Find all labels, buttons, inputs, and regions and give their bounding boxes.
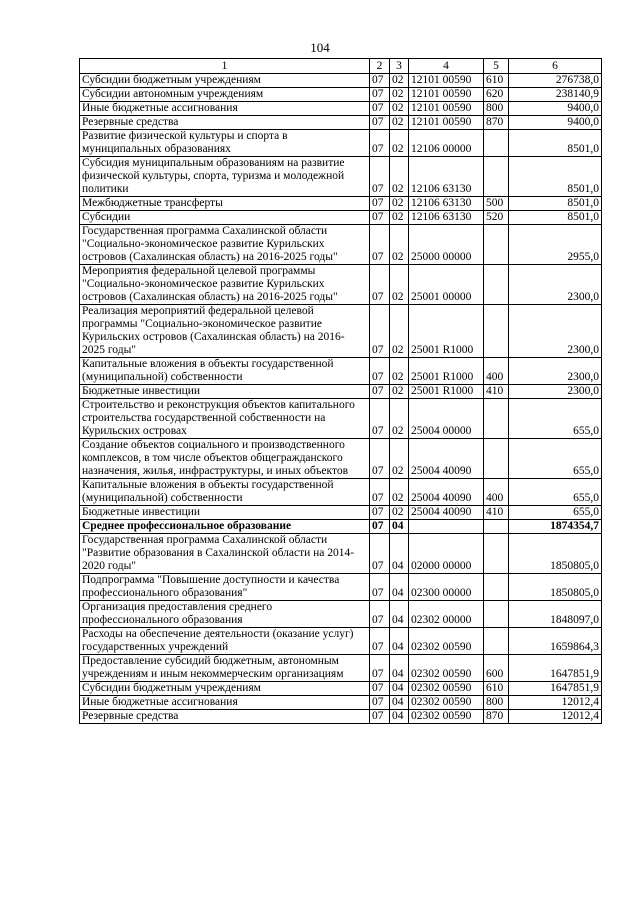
row-subsection-cell: 02	[390, 479, 409, 506]
row-expense-type-cell: 400	[484, 479, 509, 506]
row-expense-type-cell	[484, 265, 509, 305]
row-section-cell: 07	[370, 682, 390, 696]
row-subsection-cell: 02	[390, 157, 409, 197]
row-subsection-cell: 04	[390, 682, 409, 696]
table-row	[80, 520, 602, 534]
row-subsection-cell: 04	[390, 574, 409, 601]
row-subsection-cell: 04	[390, 710, 409, 724]
row-target-code-cell: 25000 00000	[409, 225, 484, 265]
row-expense-type-cell: 410	[484, 385, 509, 399]
row-section-cell: 07	[370, 130, 390, 157]
row-subsection-cell: 04	[390, 534, 409, 574]
row-amount-cell: 655,0	[509, 479, 602, 506]
row-target-code-cell: 12106 00000	[409, 130, 484, 157]
table-row	[80, 305, 602, 358]
row-subsection-cell: 02	[390, 385, 409, 399]
row-target-code-cell: 02302 00590	[409, 696, 484, 710]
row-subsection-cell: 02	[390, 74, 409, 88]
row-amount-cell: 8501,0	[509, 130, 602, 157]
row-target-code-cell: 25001 R1000	[409, 358, 484, 385]
row-name-cell: Государственная программа Сахалинской области "Развитие образования в Сахалинской области на 2014-2020 годы"	[80, 534, 370, 574]
row-expense-type-cell: 610	[484, 74, 509, 88]
row-name-cell: Создание объектов социального и производственного комплексов, в том числе объектов общегражданского назначения, жилья, инфраструктуры, и иных объектов	[80, 439, 370, 479]
row-expense-type-cell	[484, 520, 509, 534]
row-subsection-cell: 02	[390, 265, 409, 305]
table-row	[80, 74, 602, 88]
table-row	[80, 479, 602, 506]
row-name-cell: Бюджетные инвестиции	[80, 506, 370, 520]
row-target-code-cell: 02300 00000	[409, 574, 484, 601]
table-row	[80, 534, 602, 574]
row-subsection-cell: 02	[390, 102, 409, 116]
row-expense-type-cell: 410	[484, 506, 509, 520]
row-amount-cell: 2300,0	[509, 358, 602, 385]
row-subsection-cell: 02	[390, 305, 409, 358]
row-amount-cell: 1659864,3	[509, 628, 602, 655]
row-name-cell: Подпрограмма "Повышение доступности и качества профессионального образования"	[80, 574, 370, 601]
row-name-cell: Строительство и реконструкция объектов капитального строительства государственной собственности на Курильских островах	[80, 399, 370, 439]
row-target-code-cell: 25004 40090	[409, 506, 484, 520]
row-target-code-cell: 02302 00000	[409, 601, 484, 628]
row-expense-type-cell	[484, 157, 509, 197]
table-row	[80, 130, 602, 157]
row-subsection-cell: 02	[390, 130, 409, 157]
row-section-cell: 07	[370, 534, 390, 574]
row-name-cell: Организация предоставления среднего профессионального образования	[80, 601, 370, 628]
row-subsection-cell: 04	[390, 655, 409, 682]
row-amount-cell: 8501,0	[509, 211, 602, 225]
row-name-cell: Предоставление субсидий бюджетным, автономным учреждениям и иным некоммерческим организациям	[80, 655, 370, 682]
row-target-code-cell: 25004 40090	[409, 439, 484, 479]
row-expense-type-cell: 520	[484, 211, 509, 225]
row-subsection-cell: 02	[390, 116, 409, 130]
row-name-cell: Иные бюджетные ассигнования	[80, 696, 370, 710]
row-amount-cell: 1850805,0	[509, 574, 602, 601]
row-amount-cell: 1850805,0	[509, 534, 602, 574]
row-section-cell: 07	[370, 574, 390, 601]
table-row	[80, 696, 602, 710]
row-section-cell: 07	[370, 696, 390, 710]
row-amount-cell: 655,0	[509, 506, 602, 520]
table-row	[80, 574, 602, 601]
row-expense-type-cell	[484, 534, 509, 574]
row-name-cell: Субсидии бюджетным учреждениям	[80, 682, 370, 696]
table-row	[80, 265, 602, 305]
row-target-code-cell: 02302 00590	[409, 710, 484, 724]
row-expense-type-cell: 400	[484, 358, 509, 385]
row-subsection-cell: 02	[390, 506, 409, 520]
row-amount-cell: 2300,0	[509, 305, 602, 358]
row-amount-cell: 2300,0	[509, 265, 602, 305]
row-expense-type-cell: 610	[484, 682, 509, 696]
row-section-cell: 07	[370, 197, 390, 211]
table-row	[80, 439, 602, 479]
row-name-cell: Субсидии бюджетным учреждениям	[80, 74, 370, 88]
row-target-code-cell: 12106 63130	[409, 211, 484, 225]
table-row	[80, 601, 602, 628]
row-amount-cell: 9400,0	[509, 102, 602, 116]
row-name-cell: Субсидия муниципальным образованиям на развитие физической культуры, спорта, туризма и молодежной политики	[80, 157, 370, 197]
row-amount-cell: 655,0	[509, 399, 602, 439]
row-section-cell: 07	[370, 74, 390, 88]
row-target-code-cell: 25001 R1000	[409, 305, 484, 358]
row-name-cell: Иные бюджетные ассигнования	[80, 102, 370, 116]
table-row	[80, 385, 602, 399]
table-row	[80, 197, 602, 211]
row-section-cell: 07	[370, 520, 390, 534]
row-target-code-cell: 12101 00590	[409, 74, 484, 88]
row-subsection-cell: 02	[390, 88, 409, 102]
row-amount-cell: 276738,0	[509, 74, 602, 88]
table-row	[80, 157, 602, 197]
row-subsection-cell: 02	[390, 439, 409, 479]
row-name-cell: Реализация мероприятий федеральной целевой программы "Социально-экономическое развитие Курильских островов (Сахалинская область) на 2016-2025 годы"	[80, 305, 370, 358]
row-amount-cell: 655,0	[509, 439, 602, 479]
row-section-cell: 07	[370, 358, 390, 385]
row-subsection-cell: 02	[390, 358, 409, 385]
row-section-cell: 07	[370, 116, 390, 130]
row-section-cell: 07	[370, 102, 390, 116]
row-subsection-cell: 02	[390, 197, 409, 211]
row-target-code-cell: 12101 00590	[409, 102, 484, 116]
row-target-code-cell: 02000 00000	[409, 534, 484, 574]
row-target-code-cell: 25001 00000	[409, 265, 484, 305]
row-name-cell: Бюджетные инвестиции	[80, 385, 370, 399]
row-target-code-cell: 25004 40090	[409, 479, 484, 506]
row-name-cell: Развитие физической культуры и спорта в муниципальных образованиях	[80, 130, 370, 157]
row-expense-type-cell	[484, 574, 509, 601]
row-section-cell: 07	[370, 225, 390, 265]
row-expense-type-cell	[484, 439, 509, 479]
row-name-cell: Мероприятия федеральной целевой программы "Социально-экономическое развитие Курильских островов (Сахалинская область) на 2016-2025 годы"	[80, 265, 370, 305]
row-expense-type-cell	[484, 399, 509, 439]
row-expense-type-cell: 600	[484, 655, 509, 682]
table-row	[80, 399, 602, 439]
row-amount-cell: 9400,0	[509, 116, 602, 130]
table-header-row	[80, 59, 602, 74]
budget-table	[79, 58, 602, 724]
row-expense-type-cell	[484, 305, 509, 358]
row-subsection-cell: 02	[390, 399, 409, 439]
row-subsection-cell: 04	[390, 601, 409, 628]
row-expense-type-cell	[484, 225, 509, 265]
row-section-cell: 07	[370, 439, 390, 479]
row-target-code-cell: 12101 00590	[409, 88, 484, 102]
row-subsection-cell: 04	[390, 520, 409, 534]
page-number: 104	[310, 40, 330, 55]
row-name-cell: Резервные средства	[80, 710, 370, 724]
row-expense-type-cell: 620	[484, 88, 509, 102]
row-section-cell: 07	[370, 211, 390, 225]
row-expense-type-cell	[484, 601, 509, 628]
table-row	[80, 682, 602, 696]
row-section-cell: 07	[370, 399, 390, 439]
row-expense-type-cell: 800	[484, 696, 509, 710]
row-section-cell: 07	[370, 305, 390, 358]
row-amount-cell: 238140,9	[509, 88, 602, 102]
row-amount-cell: 8501,0	[509, 197, 602, 211]
row-target-code-cell: 12101 00590	[409, 116, 484, 130]
row-subsection-cell: 02	[390, 225, 409, 265]
row-name-cell: Капитальные вложения в объекты государственной (муниципальной) собственности	[80, 358, 370, 385]
row-subsection-cell: 02	[390, 211, 409, 225]
row-name-cell: Расходы на обеспечение деятельности (оказание услуг) государственных учреждений	[80, 628, 370, 655]
header-col-3: 3	[390, 59, 409, 74]
row-target-code-cell: 02302 00590	[409, 682, 484, 696]
table-row	[80, 628, 602, 655]
header-col-5: 5	[484, 59, 509, 74]
row-target-code-cell: 25001 R1000	[409, 385, 484, 399]
row-subsection-cell: 04	[390, 696, 409, 710]
row-amount-cell: 1848097,0	[509, 601, 602, 628]
row-name-cell: Межбюджетные трансферты	[80, 197, 370, 211]
header-col-4: 4	[409, 59, 484, 74]
row-target-code-cell	[409, 520, 484, 534]
row-name-cell: Субсидии	[80, 211, 370, 225]
row-name-cell: Капитальные вложения в объекты государственной (муниципальной) собственности	[80, 479, 370, 506]
row-name-cell: Государственная программа Сахалинской области "Социально-экономическое развитие Курильских островов (Сахалинская область) на 2016-2025 годы"	[80, 225, 370, 265]
row-section-cell: 07	[370, 265, 390, 305]
row-amount-cell: 12012,4	[509, 710, 602, 724]
table-row	[80, 710, 602, 724]
row-name-cell: Среднее профессиональное образование	[80, 520, 370, 534]
row-amount-cell: 1647851,9	[509, 655, 602, 682]
row-amount-cell: 2300,0	[509, 385, 602, 399]
row-amount-cell: 1874354,7	[509, 520, 602, 534]
row-section-cell: 07	[370, 655, 390, 682]
table-row	[80, 225, 602, 265]
row-target-code-cell: 12106 63130	[409, 197, 484, 211]
table-row	[80, 506, 602, 520]
row-section-cell: 07	[370, 710, 390, 724]
row-subsection-cell: 04	[390, 628, 409, 655]
row-expense-type-cell: 800	[484, 102, 509, 116]
row-amount-cell: 2955,0	[509, 225, 602, 265]
row-name-cell: Резервные средства	[80, 116, 370, 130]
row-expense-type-cell: 500	[484, 197, 509, 211]
row-target-code-cell: 02302 00590	[409, 628, 484, 655]
row-section-cell: 07	[370, 157, 390, 197]
table-row	[80, 102, 602, 116]
row-section-cell: 07	[370, 601, 390, 628]
row-target-code-cell: 25004 00000	[409, 399, 484, 439]
table-row	[80, 88, 602, 102]
row-section-cell: 07	[370, 628, 390, 655]
row-name-cell: Субсидии автономным учреждениям	[80, 88, 370, 102]
row-section-cell: 07	[370, 88, 390, 102]
row-section-cell: 07	[370, 479, 390, 506]
table-row	[80, 116, 602, 130]
row-section-cell: 07	[370, 385, 390, 399]
row-expense-type-cell: 870	[484, 116, 509, 130]
header-col-2: 2	[370, 59, 390, 74]
row-expense-type-cell	[484, 628, 509, 655]
row-target-code-cell: 02302 00590	[409, 655, 484, 682]
header-col-1: 1	[80, 59, 370, 74]
header-col-6: 6	[509, 59, 602, 74]
table-body	[80, 74, 602, 724]
row-section-cell: 07	[370, 506, 390, 520]
table-row	[80, 358, 602, 385]
table-row	[80, 655, 602, 682]
row-amount-cell: 8501,0	[509, 157, 602, 197]
row-expense-type-cell: 870	[484, 710, 509, 724]
row-amount-cell: 12012,4	[509, 696, 602, 710]
row-target-code-cell: 12106 63130	[409, 157, 484, 197]
row-expense-type-cell	[484, 130, 509, 157]
row-amount-cell: 1647851,9	[509, 682, 602, 696]
table-row	[80, 211, 602, 225]
